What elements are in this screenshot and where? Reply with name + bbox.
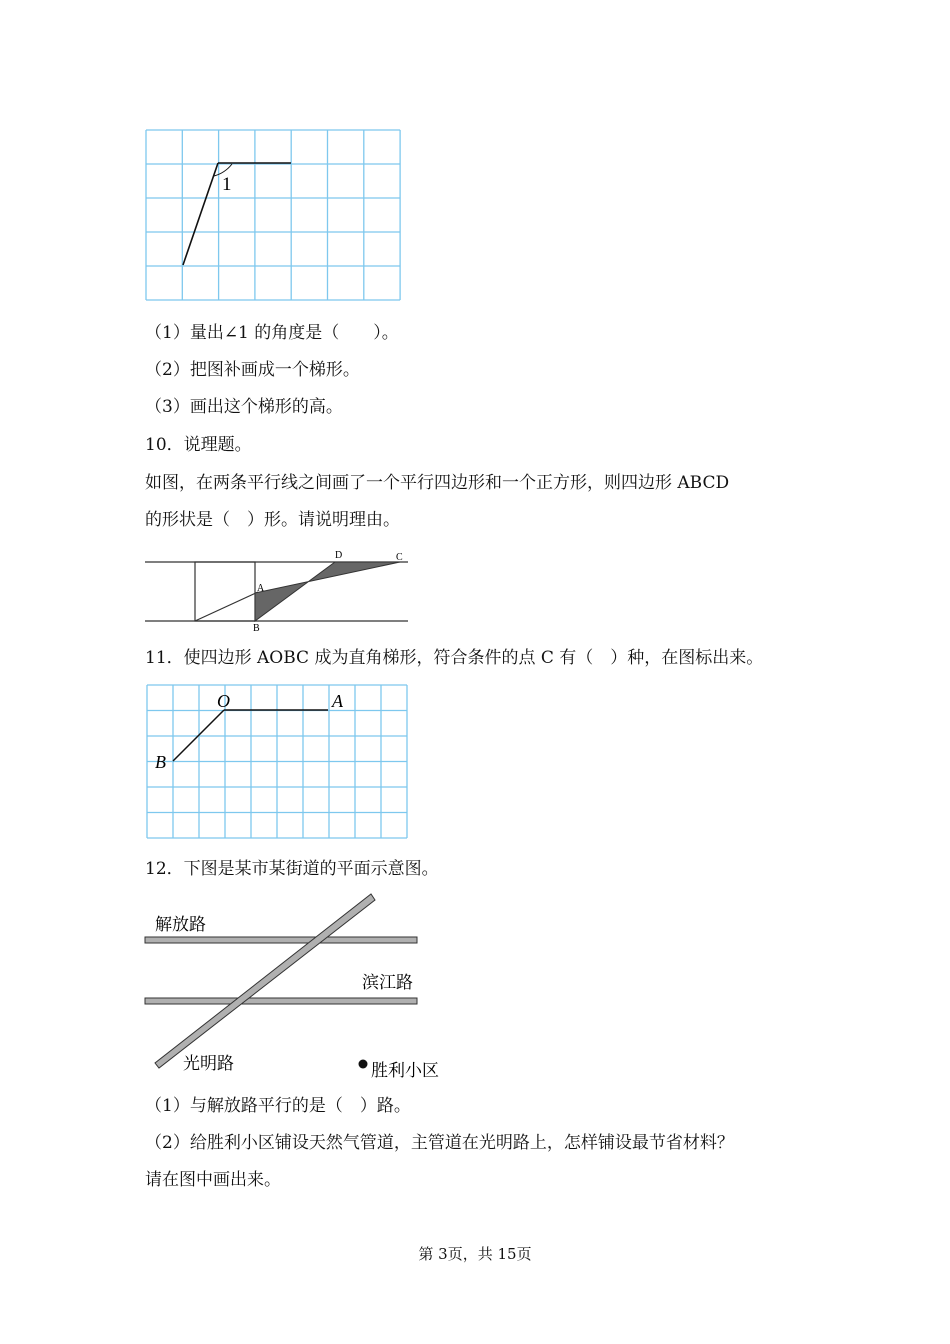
angle-grid-figure <box>145 129 401 301</box>
q11-title: 11．使四边形 AOBC 成为直角梯形，符合条件的点 C 有（ ）种，在图标出来。 <box>145 648 764 668</box>
aobc-grid-figure <box>146 684 408 839</box>
road-label-jiefang: 解放路 <box>155 915 206 935</box>
road-label-binjiang: 滨江路 <box>362 973 413 993</box>
street-map-figure <box>145 890 455 1082</box>
binjiang-road <box>145 998 417 1004</box>
parallelogram-side <box>195 592 258 621</box>
square <box>195 562 255 621</box>
q12-item-1: （1）与解放路平行的是（ ）路。 <box>145 1096 411 1116</box>
jiefang-road <box>145 937 417 943</box>
q9-item-1: （1）量出∠1 的角度是（ ）。 <box>145 323 399 343</box>
label-b: B <box>155 752 166 772</box>
label-o: O <box>217 691 230 711</box>
label-a: A <box>257 583 265 594</box>
q12-item-3: 请在图中画出来。 <box>145 1170 281 1190</box>
q12-title: 12．下图是某市某街道的平面示意图。 <box>145 859 439 879</box>
grid-lines <box>147 685 407 838</box>
grid-lines <box>146 130 400 300</box>
label-d: D <box>335 550 343 561</box>
q9-item-2: （2）把图补画成一个梯形。 <box>145 360 360 380</box>
slanted-side <box>183 163 218 265</box>
angle-label: 1 <box>222 174 232 195</box>
label-c: C <box>396 552 403 563</box>
q10-title: 10．说理题。 <box>145 435 252 455</box>
q10-text-line-2: 的形状是（ ）形。请说明理由。 <box>145 510 400 530</box>
parallel-lines-figure <box>145 548 410 633</box>
q9-item-3: （3）画出这个梯形的高。 <box>145 397 343 417</box>
shengli-community-point <box>359 1060 368 1069</box>
label-a: A <box>332 691 343 711</box>
q12-item-2: （2）给胜利小区铺设天然气管道，主管道在光明路上，怎样铺设最节省材料？ <box>145 1133 734 1153</box>
road-label-guangming: 光明路 <box>183 1054 234 1074</box>
page-footer: 第 3页，共 15页 <box>418 1245 532 1263</box>
shaded-quadrilateral-abcd <box>255 562 400 621</box>
q10-text-line-1: 如图，在两条平行线之间画了一个平行四边形和一个正方形，则四边形 ABCD <box>145 473 730 493</box>
place-label-shengli: 胜利小区 <box>371 1061 439 1081</box>
label-b: B <box>253 623 260 634</box>
